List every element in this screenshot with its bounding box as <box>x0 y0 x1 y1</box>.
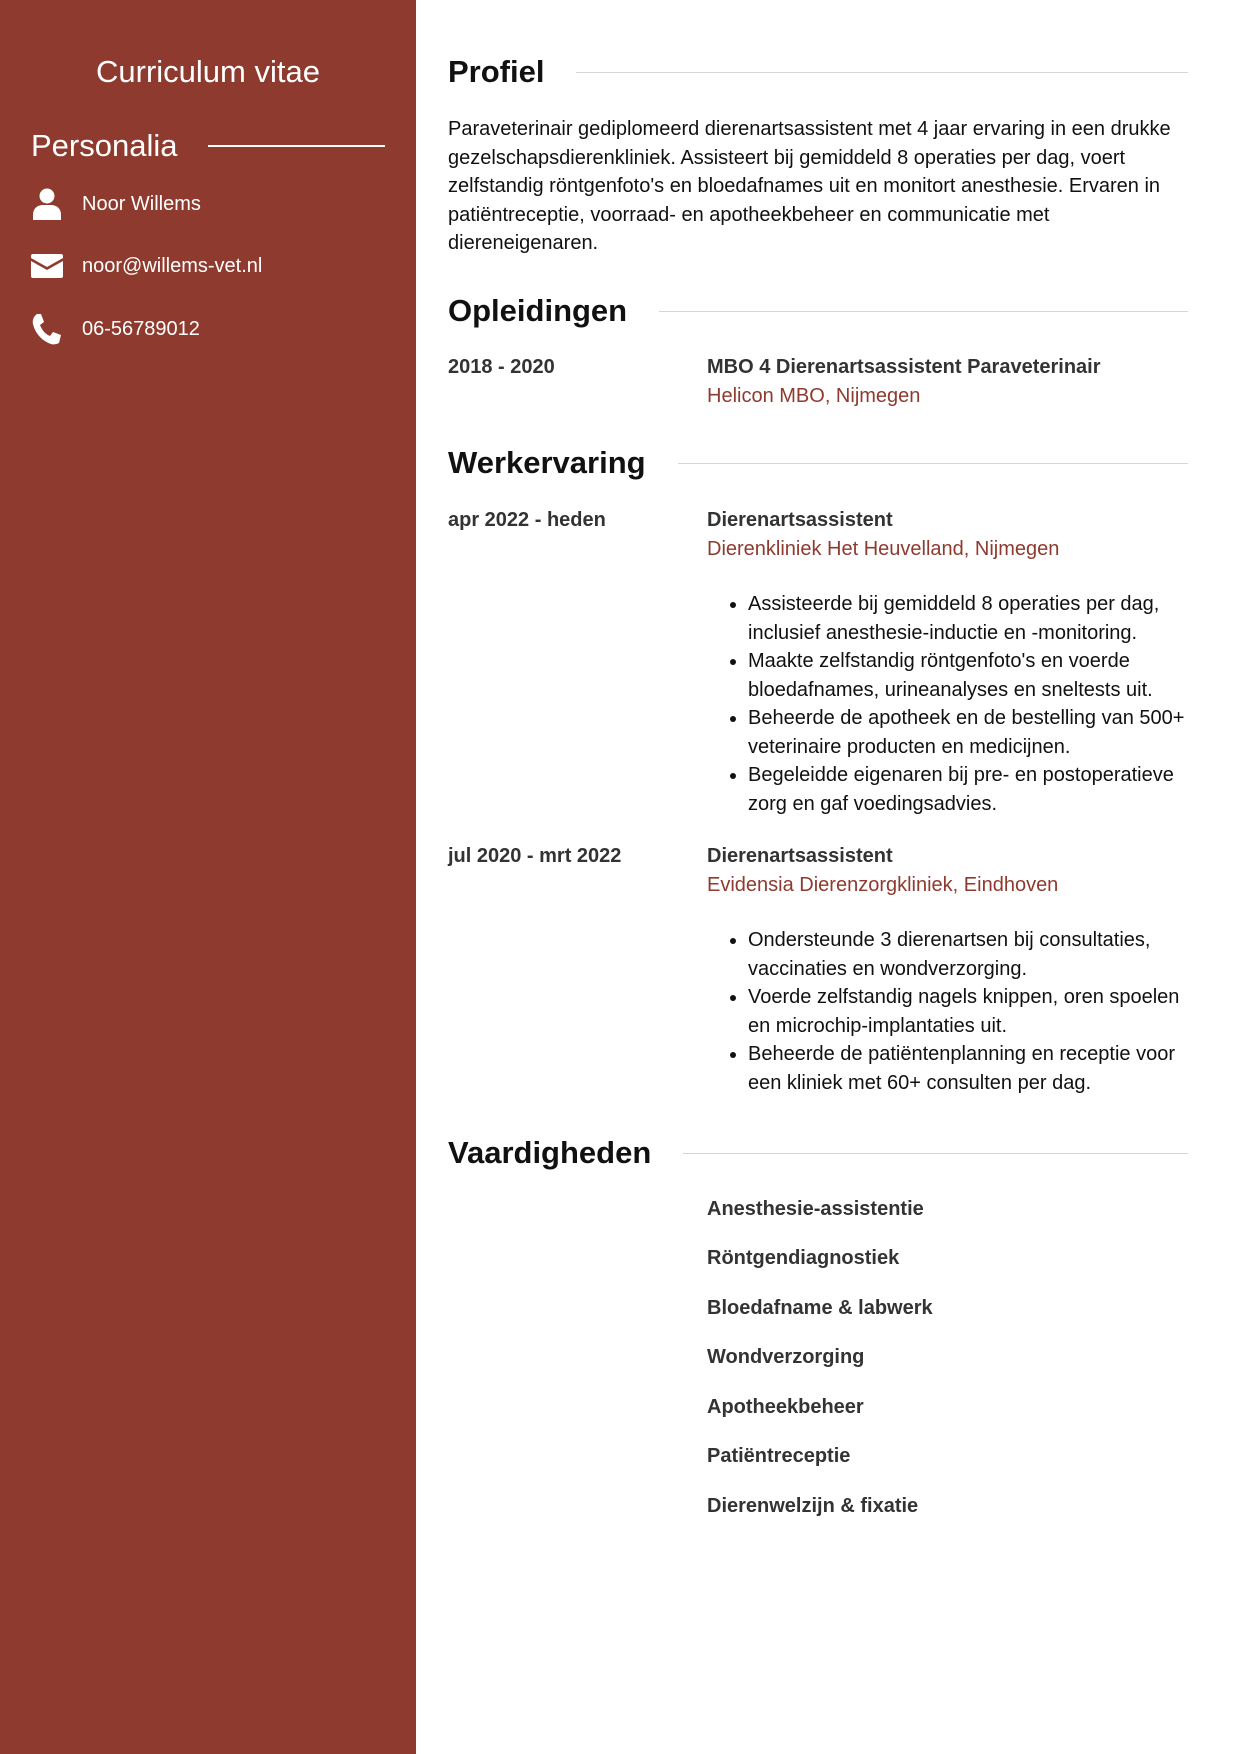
person-icon <box>31 188 63 220</box>
skill-item: Dierenwelzijn & fixatie <box>707 1495 919 1517</box>
contact-name <box>31 186 201 222</box>
envelope-icon <box>31 250 63 282</box>
skill-item: Wondverzorging <box>707 1346 865 1368</box>
job-bullets <box>707 590 1188 818</box>
contact-phone-text[interactable]: 06-56789012 <box>82 318 200 340</box>
skill-item: Anesthesie-assistentie <box>707 1198 924 1220</box>
contact-phone[interactable] <box>31 311 200 347</box>
list-item: • Assisteerde bij gemiddeld 8 operaties per dag, inclusief anesthesie-inductie en -monitoring. <box>748 590 1188 647</box>
job-title: Dierenartsassistent <box>707 509 893 531</box>
personalia-title: Personalia <box>31 128 178 163</box>
profile-header <box>448 52 1188 92</box>
contact-email[interactable] <box>31 248 262 284</box>
education-header <box>448 291 1188 331</box>
education-date: 2018 - 2020 <box>448 356 555 378</box>
experience-body <box>707 842 1188 1097</box>
education-institution: Helicon MBO, Nijmegen <box>707 385 921 407</box>
sidebar <box>0 0 416 1754</box>
education-title: Opleidingen <box>448 293 628 328</box>
contact-email-text[interactable]: noor@willems-vet.nl <box>82 255 263 277</box>
profile-divider <box>576 72 1188 73</box>
experience-date: jul 2020 - mrt 2022 <box>448 845 622 867</box>
skill-item: Röntgendiagnostiek <box>707 1247 900 1269</box>
education-title-text: MBO 4 Dierenartsassistent Paraveterinair <box>707 356 1101 378</box>
skill-item: Patiëntreceptie <box>707 1445 851 1467</box>
cv-title: Curriculum vitae <box>96 54 320 89</box>
experience-header <box>448 443 1188 483</box>
experience-body <box>707 506 1188 818</box>
personalia-header <box>31 126 385 166</box>
profile-text: Paraveterinair gediplomeerd dierenartsassistent met 4 jaar ervaring in een drukke gezelschapsdierenkliniek. Assisteert bij gemiddeld 8 operaties per dag, voert zelfstandig röntgenfoto's en bloedafnames uit en monitort anesthesie. Ervaren in patiëntreceptie, voorraad- en apotheekbeheer en communicatie met diereneigenaren. <box>448 118 1171 254</box>
contact-name-text: Noor Willems <box>82 193 201 215</box>
list-item: • Begeleidde eigenaren bij pre- en postoperatieve zorg en gaf voedingsadvies. <box>748 761 1188 818</box>
personalia-divider <box>208 145 385 147</box>
skill-item: Apotheekbeheer <box>707 1396 864 1418</box>
list-item: • Beheerde de apotheek en de bestelling van 500+ veterinaire producten en medicijnen. <box>748 704 1188 761</box>
education-divider <box>659 311 1188 312</box>
skill-item: Bloedafname & labwerk <box>707 1297 933 1319</box>
experience-divider <box>678 463 1188 464</box>
experience-date: apr 2022 - heden <box>448 509 606 531</box>
job-bullets <box>707 926 1188 1097</box>
profile-title: Profiel <box>448 54 545 89</box>
skills-divider <box>683 1153 1188 1154</box>
list-item: • Voerde zelfstandig nagels knippen, oren spoelen en microchip-implantaties uit. <box>748 983 1188 1040</box>
skills-title: Vaardigheden <box>448 1135 652 1170</box>
skills-header <box>448 1133 1188 1173</box>
list-item: • Maakte zelfstandig röntgenfoto's en voerde bloedafnames, urineanalyses en sneltests uit. <box>748 647 1188 704</box>
education-body <box>707 353 1188 411</box>
employer: Dierenkliniek Het Heuvelland, Nijmegen <box>707 538 1060 560</box>
employer: Evidensia Dierenzorgkliniek, Eindhoven <box>707 874 1059 896</box>
experience-title: Werkervaring <box>448 445 646 480</box>
job-title: Dierenartsassistent <box>707 845 893 867</box>
list-item: • Beheerde de patiëntenplanning en receptie voor een kliniek met 60+ consulten per dag. <box>748 1040 1188 1097</box>
list-item: • Ondersteunde 3 dierenartsen bij consultaties, vaccinaties en wondverzorging. <box>748 926 1188 983</box>
phone-icon <box>31 313 63 345</box>
